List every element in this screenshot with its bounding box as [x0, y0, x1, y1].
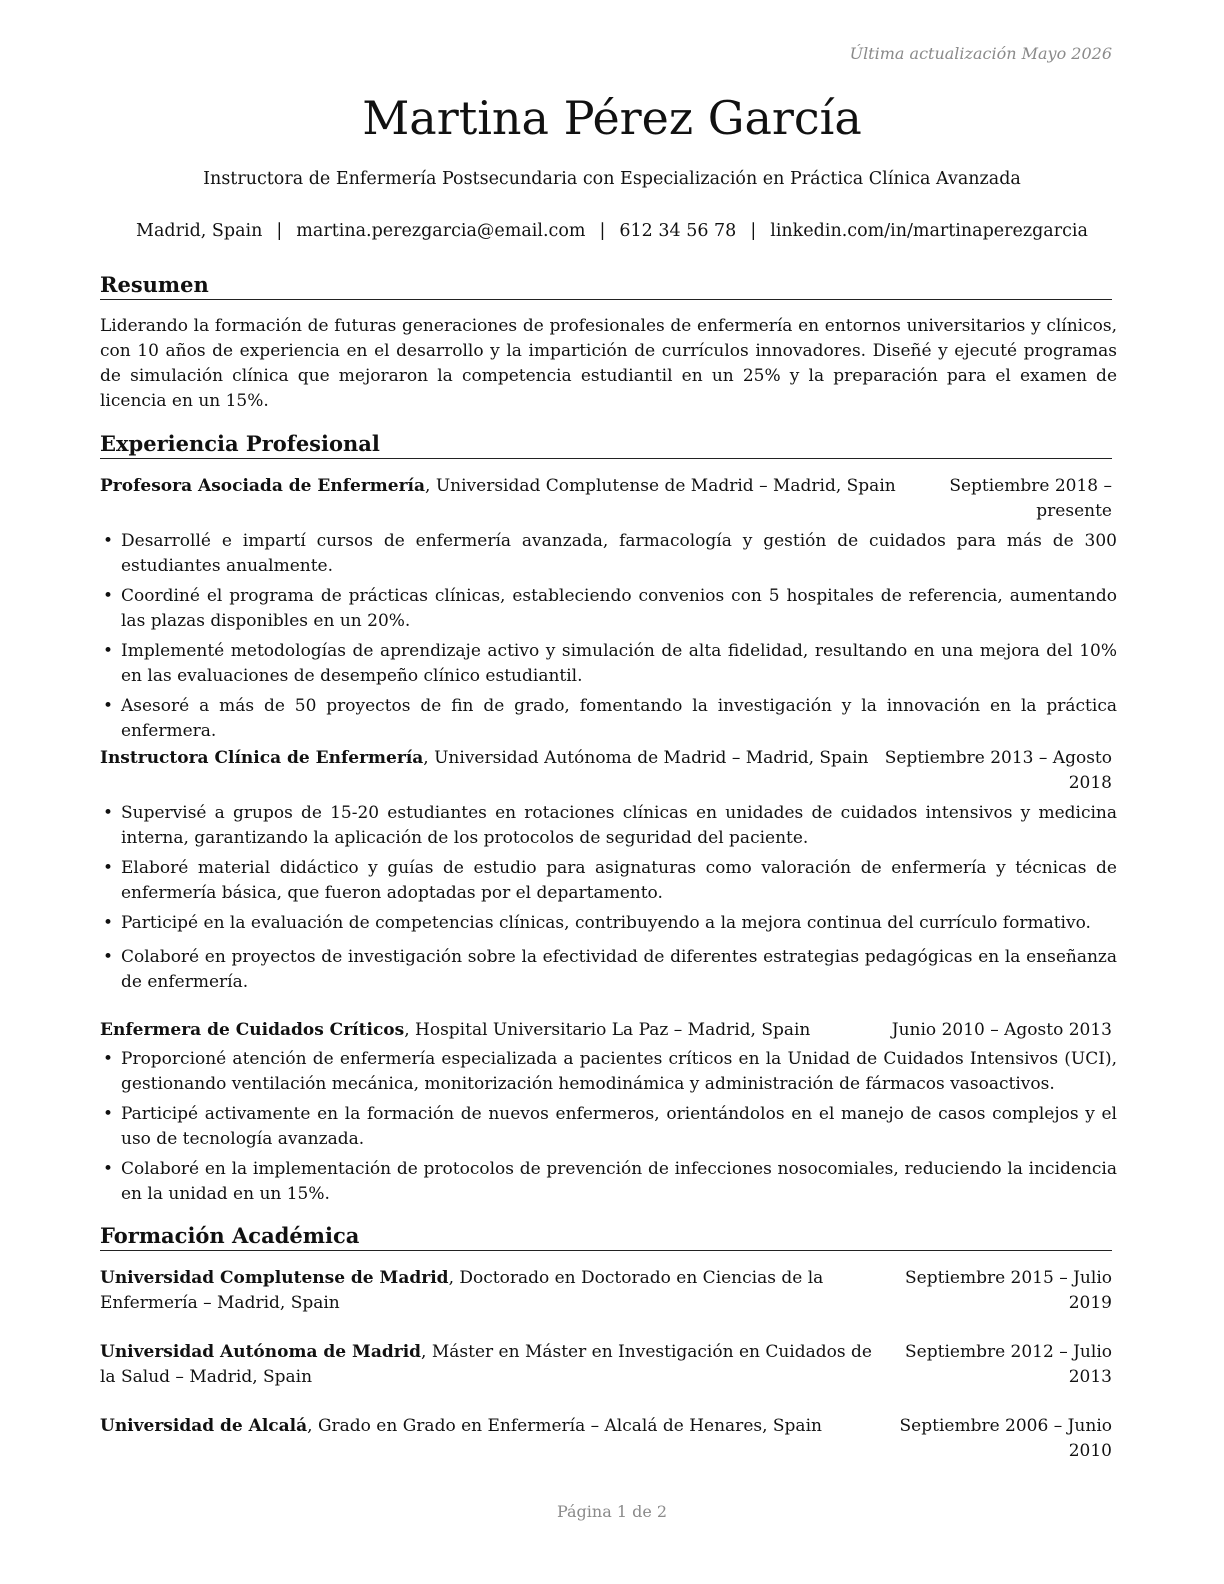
- bullet-item: • Elaboré material didáctico y guías de estudio para asignaturas como valoración de enfermería y técnicas de enfermería básica, que fueron adoptadas por el departamento.: [100, 856, 1117, 906]
- bullet-item: • Colaboré en la implementación de protocolos de prevención de infecciones nosocomiales, reduciendo la incidencia en la unidad en un 15%.: [100, 1157, 1117, 1207]
- job-bullets: [100, 801, 1117, 995]
- last-updated: Última actualización Mayo 2026: [849, 44, 1112, 63]
- job-date: Septiembre 2018 – presente: [949, 476, 1112, 521]
- job-header: [100, 1018, 1112, 1043]
- bullet-item: • Implementé metodologías de aprendizaje activo y simulación de alta fidelidad, resultando en una mejora del 10% en las evaluaciones de desempeño clínico estudiantil.: [100, 639, 1117, 689]
- summary-text: Liderando la formación de futuras generaciones de profesionales de enfermería en entornos universitarios y clínicos, con 10 años de experiencia en el desarrollo y la impartición de currículos innovadores. Diseñé y ejecuté programas de simulación clínica que mejoraron la competencia estudiantil en un 25% y la preparación para el examen de licencia en un 15%.: [100, 316, 1117, 411]
- bullet-item: • Asesoré a más de 50 proyectos de fin de grado, fomentando la investigación y la innovación en la práctica enfermera.: [100, 694, 1117, 744]
- contact-separator: |: [750, 221, 757, 241]
- contact-phone: 612 34 56 78: [619, 221, 737, 241]
- education-item: [100, 1340, 1112, 1390]
- education-detail: , Máster en Máster en Investigación en Cuidados de la Salud – Madrid, Spain: [100, 1342, 872, 1387]
- contact-separator: |: [599, 221, 606, 241]
- bullet-item: • Colaboré en proyectos de investigación sobre la efectividad de diferentes estrategias pedagógicas en la enseñanza de enfermería.: [100, 945, 1117, 995]
- job-role: Profesora Asociada de Enfermería: [100, 476, 426, 496]
- job-role: Enfermera de Cuidados Críticos: [100, 1020, 405, 1040]
- job-org: , Universidad Autónoma de Madrid – Madrid, Spain: [423, 748, 869, 768]
- job-bullets: [100, 1047, 1117, 1207]
- bullet-item: • Proporcioné atención de enfermería especializada a pacientes críticos en la Unidad de Cuidados Intensivos (UCI), gestionando ventilación mecánica, monitorización hemodinámica y administración de fármacos vasoactivos.: [100, 1047, 1117, 1097]
- job-header: [100, 474, 1112, 521]
- education-detail: , Grado en Grado en Enfermería – Alcalá de Henares, Spain: [307, 1416, 822, 1436]
- job-role: Instructora Clínica de Enfermería: [100, 748, 424, 768]
- bullet-item: • Coordiné el programa de prácticas clínicas, estableciendo convenios con 5 hospitales de referencia, aumentando las plazas disponibles en un 20%.: [100, 584, 1117, 634]
- education-item: [100, 1266, 1112, 1316]
- section-title-experience: Experiencia Profesional: [100, 430, 1112, 459]
- contact-linkedin[interactable]: linkedin.com/in/martinaperezgarcia: [770, 221, 1088, 241]
- candidate-name: Martina Pérez García: [362, 91, 862, 145]
- job-org: , Universidad Complutense de Madrid – Madrid, Spain: [425, 476, 896, 496]
- contact-line: [0, 218, 1224, 244]
- job-date: Septiembre 2013 – Agosto 2018: [884, 748, 1112, 793]
- contact-email[interactable]: martina.perezgarcia@email.com: [296, 221, 586, 241]
- section-title-summary: Resumen: [100, 271, 1112, 300]
- bullet-item: • Desarrollé e impartí cursos de enfermería avanzada, farmacología y gestión de cuidados para más de 300 estudiantes anualmente.: [100, 529, 1117, 579]
- contact-separator: |: [276, 221, 283, 241]
- headline: Instructora de Enfermería Postsecundaria con Especialización en Práctica Clínica Avanzada: [203, 169, 1021, 189]
- bullet-item: • Supervisé a grupos de 15-20 estudiantes en rotaciones clínicas en unidades de cuidados intensivos y medicina interna, garantizando la aplicación de los protocolos de seguridad del paciente.: [100, 801, 1117, 851]
- section-title-education: Formación Académica: [100, 1222, 1112, 1251]
- job-bullets: [100, 529, 1117, 744]
- page-number: Página 1 de 2: [556, 1502, 668, 1521]
- education-date: Septiembre 2012 – Julio 2013: [905, 1342, 1112, 1387]
- bullet-item: • Participé activamente en la formación de nuevos enfermeros, orientándolos en el manejo de casos complejos y el uso de tecnología avanzada.: [100, 1102, 1117, 1152]
- job-org: , Hospital Universitario La Paz – Madrid, Spain: [404, 1020, 811, 1040]
- education-school: Universidad de Alcalá: [100, 1416, 308, 1436]
- education-detail: , Doctorado en Doctorado en Ciencias de la Enfermería – Madrid, Spain: [100, 1268, 824, 1313]
- education-school: Universidad Autónoma de Madrid: [100, 1342, 422, 1362]
- job-header: [100, 746, 1112, 793]
- education-date: Septiembre 2015 – Julio 2019: [905, 1268, 1112, 1313]
- job-date: Junio 2010 – Agosto 2013: [891, 1020, 1112, 1040]
- education-item: [100, 1414, 1112, 1461]
- education-school: Universidad Complutense de Madrid: [100, 1268, 449, 1288]
- bullet-item: • Participé en la evaluación de competencias clínicas, contribuyendo a la mejora continua del currículo formativo.: [100, 911, 1117, 936]
- education-date: Septiembre 2006 – Junio 2010: [899, 1416, 1112, 1461]
- contact-location: Madrid, Spain: [136, 221, 263, 241]
